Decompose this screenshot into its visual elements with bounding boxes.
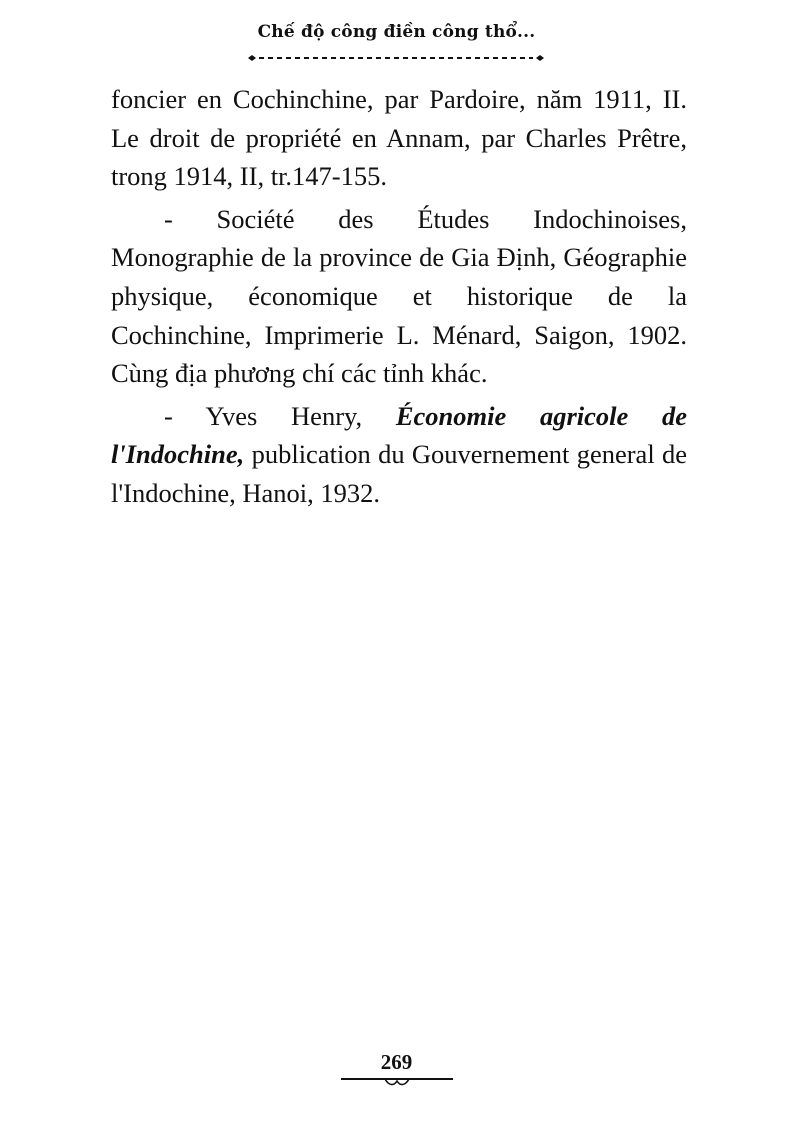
dashed-rule-graphic: [248, 54, 544, 62]
book-title: Économie agricole de l'Indochine,: [111, 400, 687, 470]
paragraph-3-prefix: - Yves Henry,: [164, 400, 396, 431]
header-dashed-rule: [248, 54, 544, 62]
main-text: [111, 80, 687, 517]
page-number: 269: [380, 1050, 413, 1074]
running-header: [0, 22, 793, 42]
paragraph-2-text: - Société des Études Indochinoises, Monographie de la province de Gia Định, Géographie physique, économique et historique de la Cochinchine, Imprimerie L. Ménard, Saigon, 1902. Cùng địa phương chí các tỉnh khác.: [111, 203, 687, 389]
paragraph-3: [111, 397, 687, 513]
paragraph-1: [111, 80, 687, 196]
running-title: Chế độ công điền công thổ...: [257, 22, 536, 42]
paragraph-2: [111, 200, 687, 393]
footer-ornament: [341, 1075, 453, 1087]
footer-ornament-graphic: [341, 1075, 453, 1087]
paragraph-1-text: foncier en Cochinchine, par Pardoire, năm 1911, II. Le droit de propriété en Annam, par Charles Prêtre, trong 1914, II, tr.147-155.: [111, 84, 687, 192]
paragraph-3-rest: publication du Gouvernement general de l'Indochine, Hanoi, 1932.: [111, 439, 687, 508]
